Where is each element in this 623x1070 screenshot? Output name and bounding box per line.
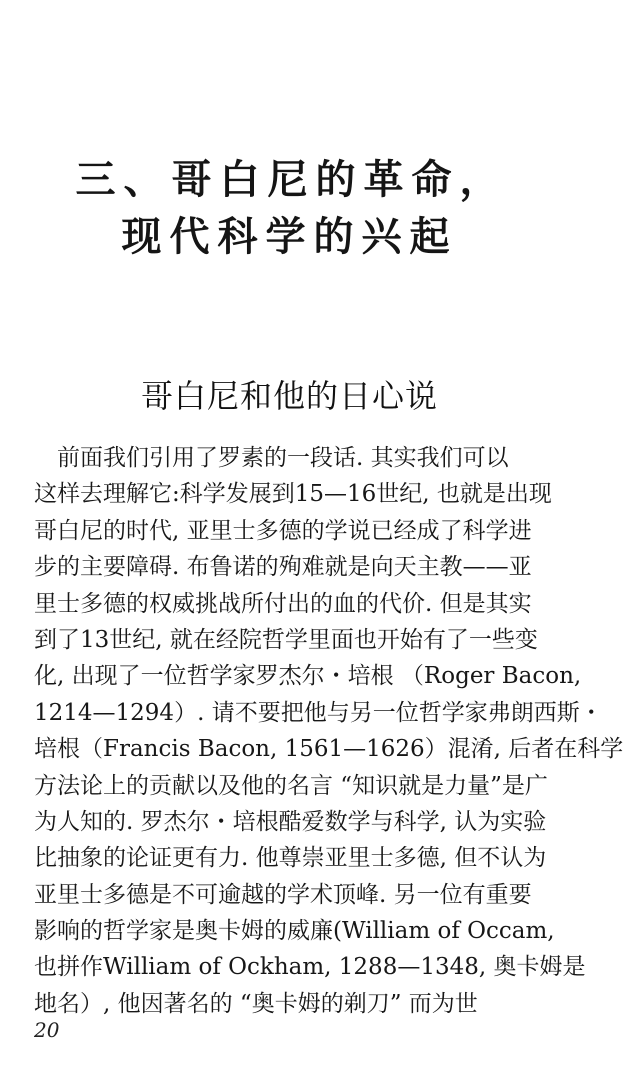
body-line: 地名）, 他因著名的 “奥卡姆的剃刀” 而为世 xyxy=(34,990,478,1017)
body-line: 影响的哲学家是奥卡姆的威廉(William of Occam, xyxy=(34,918,555,945)
body-line: 里士多德的权威挑战所付出的血的代价. 但是其实 xyxy=(34,590,532,617)
chapter-title xyxy=(0,152,579,266)
body-line: 培根（Francis Bacon, 1561—1626）混淆, 后者在科学 xyxy=(34,736,623,763)
body-line: 到了13世纪, 就在经院哲学里面也开始有了一些变 xyxy=(34,626,538,653)
body-line: 1214—1294）. 请不要把他与另一位哲学家弗朗西斯・ xyxy=(34,699,603,726)
body-line: 亚里士多德是不可逾越的学术顶峰. 另一位有重要 xyxy=(34,881,532,908)
section-title: 哥白尼和他的日心说 xyxy=(140,377,438,415)
body-line: 为人知的. 罗杰尔・培根酷爱数学与科学, 认为实验 xyxy=(34,808,547,835)
body-line: 前面我们引用了罗素的一段话. 其实我们可以 xyxy=(34,445,509,471)
body-line: 比抽象的论证更有力. 他尊崇亚里士多德, 但不认为 xyxy=(34,845,547,872)
body-line: 也拼作William of Ockham, 1288—1348, 奥卡姆是 xyxy=(34,954,586,981)
chapter-title-line-1: 三、哥白尼的革命， xyxy=(75,157,508,203)
page-number: 20 xyxy=(34,1018,60,1042)
body-line: 这样去理解它:科学发展到15—16世纪, 也就是出现 xyxy=(34,481,552,508)
body-paragraph xyxy=(34,440,623,1022)
body-line: 方法论上的贡献以及他的名言 “知识就是力量”是广 xyxy=(34,772,548,799)
body-line: 化, 出现了一位哲学家罗杰尔・培根 （Roger Bacon, xyxy=(34,663,582,690)
chapter-title-line-2: 现代科学的兴起 xyxy=(121,214,458,260)
body-line: 步的主要障碍. 布鲁诺的殉难就是向天主教——亚 xyxy=(34,554,532,581)
body-line: 哥白尼的时代, 亚里士多德的学说已经成了科学进 xyxy=(34,517,532,544)
